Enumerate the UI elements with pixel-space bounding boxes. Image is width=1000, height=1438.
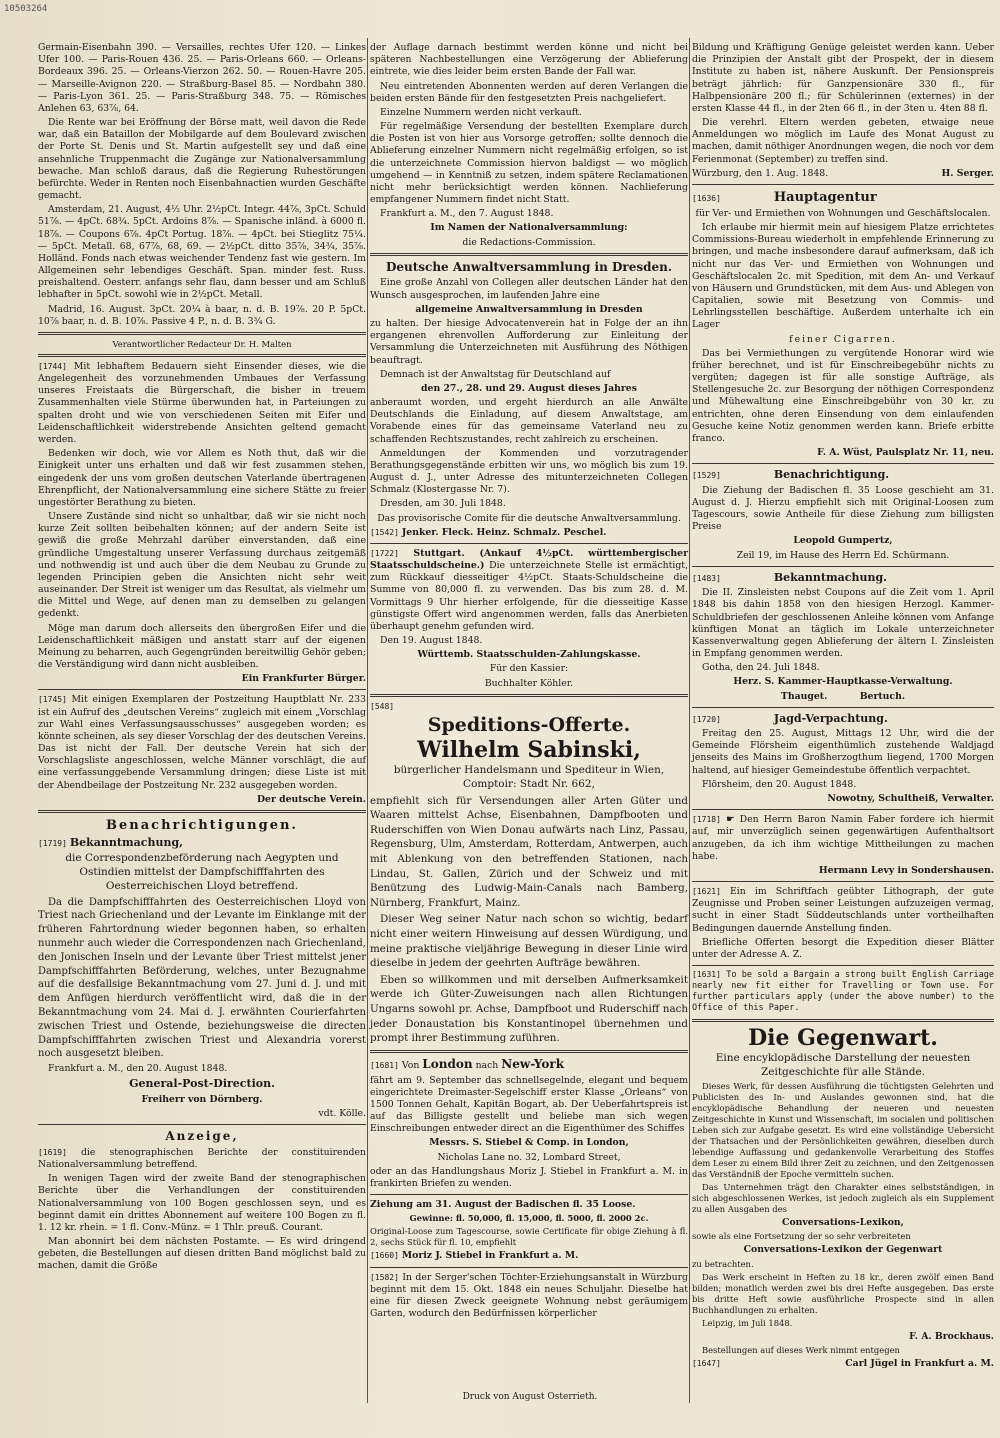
notice-ref: [1718] (692, 815, 721, 825)
notice-text: Demnach ist der Anwaltstag für Deutschland auf (380, 368, 611, 380)
notice-title: Benachrichtigung. (773, 468, 890, 482)
notice-ref: [1745] (38, 695, 67, 705)
notice-highlight: Conversations-Lexikon der Gegenwart (743, 1244, 943, 1256)
notice-ref: [1660] (370, 1251, 399, 1261)
notice-1483 (692, 571, 994, 703)
market-report-amsterdam: Amsterdam, 21. August, 4½ Uhr. 2½pCt. Integr. 44⅞, 3pCt. Schuld 51⅞. — 4pCt. 68¾. 5pCt. Ardoins 8⅞. — Spanische inländ. à 6000 fl. 18⅞. — Coupons 6⅞. 4pCt Portug. 18⅞. — 4pCt. bei Stieglitz 75¼. — 5pCt. Metall. 68, 67⅞, 68, 69. — 2½pCt. ditto 35⅞, 34¾, 35⅞. Holländ. Fonds nach etwas weichender Tendenz fast wie gestern. Im Allgemeinen sehr lebendiges Geschäft. Span. minder fest. Russ. preishaltend. Oesterr. anfangs sehr flau, dann besser und am Schluß lebhafter in 5pCt. sowohl wie in 2½pCt. Metall. (38, 204, 366, 301)
notice-text: Ich erlaube mir hiermit mein auf hiesigem Platze errichtetes Commissions-Bureau wiederholt in empfehlende Erinnerung zu bringen, und mache insbesondere darauf aufmerksam, daß ich nicht nur das Ver- und Ermiethen von Wohnungen und Geschäftslocalen 2c. mit Spedition, mit dem An- und Verkauf von Häusern und Grundstücken, mit dem Aus- und Ablegen von Capitalien, sowie mit Besetzung von Commis- und Lehrlingsstellen beschäftige. Außerdem unterhalte ich ein Lager (692, 222, 994, 331)
notice-text: Ein im Schriftfach geübter Lithograph, der gute Zeugnisse und Proben seiner Leistungen aufzuzeigen vermag, sucht in einer Stadt Süddeutschlands unter vortheilhaften Bedingungen dauernde Anstellung finden. (692, 886, 994, 934)
notice-signature: Nowotny, Schultheiß, Verwalter. (827, 793, 994, 804)
notice-text: Dieses Werk, für dessen Ausführung die tüchtigsten Gelehrten und Publicisten des In- und Auslandes gewonnen sind, hat die encyklopädische Behandlung der neueren und neuesten Zeitgeschichte in Kunst und Wissenschaft, im socialen und politischen Leben sich zur Aufgabe gesetzt. Es wird eine vollständige Uebersicht der Thatsachen und der Persönlichkeiten gewähren, dieselben durch lebendige Auffassung und gedankenvolle Verarbeitung des Stoffes dem Leser zu einem Bild ihrer Zeit zu zeichnen, und den Zeitgenossen das Verständniß der Epoche vermitteln suchen. (692, 1081, 994, 1180)
notice-subtitle: für Ver- und Ermiethen von Wohnungen und Geschäftslocalen. (695, 207, 991, 219)
notice-text: Freitag den 25. August, Mittags 12 Uhr, wird die der Gemeinde Flörsheim eigenthümlich zustehende Waldjagd jenseits des Mains im Großherzogthum liegend, 1700 Morgen haltend, auf hiesiger Gemeindestube öffentlich verpachtet. (692, 728, 994, 776)
notice-text: Den Herrn Baron Namin Faber fordere ich hiermit auf, mir unverzüglich seinen gegenwärtigen Aufenthaltsort anzugeben, da ich ihm wichtige Mittheilungen zu machen habe. (692, 814, 994, 862)
notice-ref: [1621] (692, 887, 721, 897)
notice-date: Würzburg, den 1. Aug. 1848. (692, 167, 829, 179)
notice-signature: Moriz J. Stiebel in Frankfurt a. M. (401, 1250, 579, 1262)
divider (370, 1194, 688, 1195)
market-report-madrid: Madrid, 16. August. 3pCt. 20¼ à baar, n. d. B. 19⅞. 20 P. 5pCt. 10⅞ baar, n. d. B. 10⅞. Passive 4 P., n. d. B. 3¾ G. (38, 303, 366, 327)
notice-text: Anmeldungen der Kommenden und vorzutragender Berathungsgegenstände erbitten wir uns, wo möglich bis zum 19. August d. J., unter Adresse des mitunterzeichneten Collegen Schmalz (Klostergasse Nr. 7). (370, 447, 688, 496)
firm-name: Messrs. S. Stiebel & Comp. in London, (429, 1137, 629, 1149)
notice-text: Eine große Anzahl von Collegen aller deutschen Länder hat den Wunsch ausgesprochen, im laufenden Jahre eine (370, 277, 688, 301)
notice-1719 (38, 836, 366, 1120)
notice-title: Deutsche Anwaltversammlung in Dresden. (385, 259, 673, 274)
notice-signature: Buchhalter Köhler. (484, 677, 574, 689)
notice-1631 (692, 970, 994, 1015)
notice-1636 (692, 189, 994, 459)
notice-signature: Der deutsche Verein. (256, 793, 366, 805)
editor-line: Verantwortlicher Redacteur Dr. H. Malten (112, 338, 292, 349)
notice-text: Die verehrl. Eltern werden gebeten, etwaige neue Anmeldungen wo möglich im Laufe des Monat August zu machen, damit nöthiger Anordnungen wegen, die noch vor dem Ferienmonat (September) zu treffen sind. (692, 117, 994, 165)
divider (38, 810, 366, 813)
notice-signature: F. A. Wüst, Paulsplatz Nr. 11, neu. (817, 447, 994, 459)
notice-ref: [1483] (692, 573, 721, 583)
notice-text: Bildung und Kräftigung Genüge geleistet werden kann. Ueber die Prinzipien der Anstalt gibt der Prospekt, der in diesem Institute zu haben ist, nähere Auskunft. Der Pensionspreis beträgt jährlich: für Ganzpensionäre 330 fl., für Halbpensionäre 200 fl.; für Schülerinnen (externes) in der ersten Klasse 44 fl., in der 2ten 66 fl., in der 3ten u. 4ten 88 fl. (692, 42, 994, 114)
notice-title: Stuttgart. (Ankauf 4½pCt. württembergischer Staatsschuldscheine.) (370, 547, 688, 572)
notice-text: Briefliche Offerten besorgt die Expedition dieser Blätter unter der Adresse A. Z. (692, 936, 994, 960)
archive-id: 10503264 (4, 4, 48, 14)
notice-1619 (38, 1129, 366, 1272)
section-heading: Benachrichtigungen. (106, 817, 298, 833)
route-from-label: Von (401, 1059, 420, 1071)
notice-title: Anzeige, (165, 1129, 239, 1144)
notice-vdt: vdt. Kölle. (318, 1107, 366, 1119)
notice-title: Die Gegenwart. (748, 1024, 938, 1051)
notice-org: Das provisorische Comite für die deutsche Anwaltversammlung. (377, 512, 681, 524)
printer-line: Druck von August Osterrieth. (462, 1392, 598, 1402)
divider (692, 463, 994, 464)
notice-title: Speditions-Offerte. (427, 713, 631, 736)
notice-signature: Freiherr von Dörnberg. (141, 1093, 263, 1105)
notice-text: In wenigen Tagen wird der zweite Band der stenographischen Berichte über die Verhandlungen der constituirenden Nationalversammlung von 100 Bogen geschlossen seyn, und es beginnt damit ein drittes Abonnement auf weitere 100 Bogen zu fl. 1. 12 kr. rhein. = 1 fl. Conv.-Münz. = 1 Thlr. preuß. Courant. (38, 1173, 366, 1233)
notice-text: Bedenken wir doch, wie vor Allem es Noth thut, daß wir die Einigkeit unter uns erhalten und daß wir fest zusammen stehen, eingedenk der uns vom großen deutschen Vaterlande übertragenen Ehrenpflicht, der Nationalversammlung eine sichere Stätte zu freier ungestörter Berathung zu bieten. (38, 448, 366, 508)
divider (692, 707, 994, 708)
divider (370, 253, 688, 256)
notice-text: Das Unternehmen trägt den Charakter eines selbstständigen, in sich abgeschlossenen Werkes, ist jedoch zugleich als ein Supplement zu allen Ausgaben des (692, 1182, 994, 1215)
notice-title: Bekanntmachung, (69, 835, 183, 849)
notice-text: Möge man darum doch allerseits den übergroßen Eifer und die Leidenschaftlichkeit mäßigen und anstatt starr auf der eigenen Meinung zu beharren, auch Gegengründen bereitwillig Gehör geben; die Verständigung wird dann nicht ausbleiben. (38, 622, 366, 671)
notice-ref: [1719] (38, 838, 67, 848)
notice-for: Für den Kassier: (489, 663, 569, 675)
route-newyork: New-York (501, 1056, 565, 1071)
notice-ref: [1636] (692, 193, 721, 203)
notice-text: Die unterzeichnete Stelle ist ermächtigt, zum Rückkauf diesseitiger 4½pCt. Staats-Schuldscheine die Summe von 80,000 fl. zu verwenden. Das bis zum 28. d. M. Vormittags 9 Uhr hierher erfolgende, für die diesseitige Kasse günstigste Offert wird angenommen werden, falls das Anerbieten überhaupt genehm gefunden wird. (370, 560, 688, 632)
notice-1582 (370, 1272, 688, 1321)
notice-text: Da die Dampfschifffahrten des Oesterreichischen Lloyd von Triest nach Griechenland und der Levante im Einklange mit der früheren Fahrtordnung wieder begonnen haben, so erhalten nunmehr auch wieder die Correspondenzen nach Griechenland, den Jonischen Inseln und der Levante über Triest mittelst jener Dampfschifffahrten Beförderung, welches, unter Bezugnahme auf die desfallsige Bekanntmachung vom 27. Juni d. J. und mit dem Anfügen hierdurch veröffentlicht wird, daß die in der Bekanntmachung vom 24. Mai d. J. erwähnten Courierfahrten zwischen Triest und Ostende, beziehungsweise die directen Dampfschifffahrten zwischen Triest und Alexandria vorerst noch ausgesetzt bleiben. (38, 896, 366, 1060)
notice-title: Jagd-Verpachtung. (773, 711, 888, 725)
notice-1619-continued (370, 42, 688, 249)
notice-1720 (692, 712, 994, 805)
notice-1722 (370, 548, 688, 690)
column-1 (38, 42, 366, 1276)
notice-subtitle: Eine encyklopädische Darstellung der neuesten Zeitgeschichte für alle Stände. (715, 1051, 971, 1078)
notice-1582-continued (692, 42, 994, 180)
divider (38, 354, 366, 357)
column-rule-1 (367, 38, 368, 1403)
notice-text: Das Werk erscheint in Heften zu 18 kr., deren zwölf einen Band bilden; monatlich werden zwei bis drei Hefte ausgegeben. Das erste bis dritte Heft sowie ausführliche Prospecte sind in allen Buchhandlungen zu erhalten. (692, 1271, 994, 1315)
notice-text: Eben so willkommen und mit derselben Aufmerksamkeit werde ich Güter-Zuweisungen nach allen Richtungen Ungarns sowohl pr. Achse, Dampfboot und Ruderschiff nach jeder Donaustation bis Konstantinopel übernehmen und prompt ihrer Bestimmung zuführen. (370, 973, 688, 1045)
notice-ref: [1720] (692, 714, 721, 724)
lottery-heading: Ziehung am 31. August der Badischen fl. 35 Loose. (370, 1199, 636, 1211)
notice-1542 (370, 260, 688, 539)
column-3 (692, 42, 994, 1373)
divider (370, 543, 688, 544)
notice-1745 (38, 694, 366, 806)
notice-date: Frankfurt a. M., den 7. August 1848. (380, 208, 554, 220)
notice-text: To be sold a Bargain a strong built English Carriage nearly new fit either for Travelling or Town use. For further particulars apply (under the above number) to the Office of this Paper. (692, 970, 994, 1014)
notice-1529 (692, 468, 994, 561)
notice-highlight: den 27., 28. und 29. August dieses Jahres (421, 382, 637, 394)
notice-548 (370, 701, 688, 1046)
notice-signature: Im Namen der Nationalversammlung: (430, 222, 628, 234)
notice-signature: H. Serger. (941, 167, 994, 179)
divider (692, 184, 994, 185)
notice-highlight: Conversations-Lexikon, (782, 1217, 904, 1229)
notice-signature: F. A. Brockhaus. (909, 1330, 994, 1342)
divider (692, 965, 994, 966)
route-london: London (422, 1056, 473, 1071)
notice-text: Bestellungen auf dieses Werk nimmt entgegen (702, 1344, 900, 1355)
route-to-label: nach (475, 1059, 499, 1071)
notice-date: Leipzig, im Juli 1848. (702, 1317, 793, 1328)
notice-ref: [1542] (370, 527, 399, 537)
notice-text: Die II. Zinsleisten nebst Coupons auf die Zeit vom 1. April 1848 bis dahin 1858 von den hiesigen Herzogl. Kammer-Schuldbriefen der geschlossenen Anleihe können vom Anfange künftigen Monat an täglich im Lokale unterzeichneter Kassenverwaltung gegen Ablieferung der ältern I. Zinsleisten in Empfang genommen werden. (692, 587, 994, 660)
notice-text: der Auflage darnach bestimmt werden könne und nicht bei späteren Nachbestellungen eine Verzögerung der Ablieferung eintrete, wie dies leider beim ersten Bande der Fall war. (370, 42, 688, 78)
notice-text: anberaumt worden, und ergeht hierdurch an alle Anwälte Deutschlands die Einladung, auf diesem Anwaltstage, am Vorabende eines für das gemeinsame Vaterland neu zu schaffenden Rechtszustandes, recht zahlreich zu erscheinen. (370, 397, 688, 445)
column-2 (370, 42, 688, 1323)
divider (692, 1019, 994, 1022)
notice-date: Den 19. August 1848. (380, 635, 483, 647)
notice-text: Neu eintretenden Abonnenten werden auf deren Verlangen die beiden ersten Bände für den festgesetzten Preis nachgeliefert. (370, 80, 688, 104)
notice-text: Dieser Weg seiner Natur nach schon so wichtig, bedarf nicht einer weitern Hinweisung auf dessen Würdigung, und meine praktische vieljährige Bewegung in dieser Linie wird dieselbe in jedem der geehrten Aufträge bewähren. (370, 913, 688, 970)
notice-text: oder an das Handlungshaus Moriz J. Stiebel in Frankfurt a. M. in frankirten Briefen zu wenden. (370, 1165, 688, 1189)
notice-date: Flörsheim, den 20. August 1848. (702, 778, 857, 790)
firm-name: Wilhelm Sabinski, (417, 736, 641, 763)
notice-ref: [1681] (370, 1060, 399, 1070)
notice-1681 (370, 1057, 688, 1190)
notice-1744 (38, 361, 366, 685)
notice-subtitle: bürgerlicher Handelsmann und Spediteur in Wien, Comptoir: Stadt Nr. 662, (393, 764, 665, 790)
notice-text: Mit lebhaftem Bedauern sieht Einsender dieses, wie die Angelegenheit des vorzunehmenden Umbaues der Verfassung unseres Freistaats die Bürgerschaft, die bisher in treuem Zusammenhalten viele Stürme überwunden hat, in Parteiungen zu spalten droht und wie von verschiedenen Seiten mit Eifer und Leidenschaftlichkeit widerstrebende Ansichten geltend gemacht werden. (38, 360, 366, 445)
divider (38, 689, 366, 690)
divider (692, 809, 994, 810)
notice-title: Hauptagentur (773, 189, 877, 205)
notice-1660 (370, 1199, 688, 1262)
notice-ref: [1647] (692, 1358, 721, 1368)
notice-ref: [1619] (38, 1147, 67, 1157)
notice-text: empfiehlt sich für Versendungen aller Arten Güter und Waaren mittelst Achse, Eisenbahnen, Dampfbooten und Ruderschiffen von Wien Donau aufwärts nach Linz, Passau, Regensburg, Ulm, Amsterdam, Rotterdam, Antwerpen, auch mit Ablenkung von den betreffenden Stationen, nach Lindau, St. Gallen, Zürich und der Schweiz und mit Benützung des Ludwig-Main-Canals nach Bamberg, Nürnberg, Frankfurt, Mainz. (370, 794, 688, 909)
lottery-prizes: Gewinne: fl. 50,000, fl. 15,000, fl. 5000, fl. 2000 2c. (409, 1213, 649, 1224)
notice-highlight: allgemeine Anwaltversammlung in Dresden (415, 303, 643, 315)
notice-text: Einzelne Nummern werden nicht verkauft. (380, 106, 582, 118)
notice-date: Dresden, am 30. Juli 1848. (380, 498, 506, 510)
notice-signature: Hermann Levy in Sondershausen. (818, 864, 994, 876)
notice-ref: [1582] (370, 1272, 399, 1282)
notice-signature: Carl Jügel in Frankfurt a. M. (845, 1357, 994, 1369)
divider (692, 566, 994, 567)
notice-subtitle: die Correspondenzbeförderung nach Aegypten und Ostindien mittelst der Dampfschifffahrten des Oesterreichischen Lloyd betreffend. (65, 852, 339, 892)
notice-ref: [1529] (692, 471, 721, 481)
notice-date: Frankfurt a. M., den 20. August 1848. (48, 1063, 228, 1075)
notice-subtitle: die stenographischen Berichte der constituirenden Nationalversammlung betreffend. (38, 1146, 366, 1171)
notice-text: In der Serger'schen Töchter-Erziehungsanstalt in Würzburg beginnt mit dem 15. Okt. 1848 ein neues Schuljahr. Dieselbe hat eine für diesen Zweck geeignete Wohnung nebst geräumigem Garten, wodurch den Bedürfnissen körperlicher (370, 1271, 688, 1320)
notice-text: Mit einigen Exemplaren der Postzeitung Hauptblatt Nr. 233 ist ein Aufruf des „deutschen Vereins“ zugleich mit einem „Vorschlag zur Wahl eines Verfassungsausschusses“ ausgegeben worden; es könnte scheinen, als sey dieser Vorschlag der des deutschen Vereins. Das ist nicht der Fall. Der deutsche Verein hat sich der Vorschlagsliste angeschlossen, welche Männer vorschlägt, die auf eine verfassunggebende Versammlung dringen; diese Liste ist mit der Abendbeilage der Postzeitung Nr. 232 ausgegeben worden. (38, 694, 366, 791)
notice-org: Herz. S. Kammer-Hauptkasse-Verwaltung. (733, 676, 953, 688)
notice-org: Württemb. Staatsschulden-Zahlungskasse. (417, 649, 641, 661)
notice-text: Man abonnirt bei dem nächsten Postamte. — Es wird dringend gebeten, die Bestellungen auf diesen dritten Band möglichst bald zu machen, damit die Größe (38, 1236, 366, 1272)
market-report: Germain-Eisenbahn 390. — Versailles, rechtes Ufer 120. — Linkes Ufer 100. — Paris-Rouen 436. 25. — Paris-Orleans 660. — Orleans-Bordeaux 396. 25. — Orleans-Vierzon 262. 50. — Rouen-Havre 205. — Marseille-Avignon 220. — Straßburg-Basel 85. — Nordbahn 380. — Paris-Lyon 361. 25. — Paris-Straßburg 348. 75. — Römisches Anlehen 63, 63⅞, 64. (38, 42, 366, 114)
notice-date: Gotha, den 24. Juli 1848. (702, 662, 820, 674)
column-rule-2 (689, 38, 690, 1403)
notice-1621 (692, 886, 994, 961)
notice-text: zu betrachten. (692, 1258, 754, 1269)
notice-ref: [1631] (692, 970, 721, 980)
notice-text: fährt am 9. September das schnellsegelnde, elegant und bequem eingerichtete Dreimaster-Segelschiff erster Klasse „Orleans“ von 1500 Tonnen Gehalt, Kapitän Bogart, ab. Der Ueberfahrtspreis ist auf das Billigste gestellt und beliebe man sich wegen Einschreibungen entweder direct an die Eigenthümer des Schiffes (370, 1074, 688, 1135)
notice-1647 (692, 1026, 994, 1370)
notice-text: sowie als eine Fortsetzung der so sehr verbreiteten (692, 1231, 911, 1242)
notice-text: Unsere Zustände sind nicht so unhaltbar, daß wir sie nicht noch kurze Zeit sollten beibehalten können; auf der andern Seite ist gewiß die große Mehrzahl darüber einverstanden, daß eine gründliche Umgestaltung unserer Verfassung durchaus zeitgemäß und nothwendig ist und auch über die dem Neubau zu Grunde zu legenden Principien geben die Ansichten nicht sehr weit auseinander. Der Streit ist weniger um das Resultat, als vielmehr um die Mittel und Wege, auf denen man zu demselben zu gelangen gedenkt. (38, 511, 366, 620)
market-report-paris: Die Rente war bei Eröffnung der Börse matt, weil davon die Rede war, daß ein Bataillon der Mobilgarde auf dem Boulevard zwischen der Porte St. Denis und St. Martin aufgestellt sey und daß eine ansehnliche Truppenmacht die Zugänge zur Nationalversammlung bewache. Man schloß daraus, daß die Regierung Ruhestörungen befürchte. Weder in Renten noch Eisenbahnactien wurden Geschäfte gemacht. (38, 117, 366, 202)
notice-signature: Jenker. Fleck. Heinz. Schmalz. Peschel. (401, 526, 607, 538)
pointing-hand-icon: ☛ (726, 814, 735, 826)
divider (38, 332, 366, 335)
notice-address: Zeil 19, im Hause des Herrn Ed. Schürmann. (736, 549, 950, 561)
firm-address: Nicholas Lane no. 32, Lombard Street, (437, 1151, 621, 1163)
notice-signature: die Redactions-Commission. (462, 236, 596, 248)
divider (38, 1124, 366, 1125)
divider (692, 881, 994, 882)
notice-text: Für regelmäßige Versendung der bestellten Exemplare durch die Posten ist von hier aus Vorsorge getroffen; sollte dennoch die Ablieferung einzelner Nummern nicht regelmäßig erfolgen, so ist die unterzeichnete Commission hiervon baldigst — wo möglich umgehend — in Kenntniß zu setzen, indem spätere Reclamationen nicht mehr berücksichtigt werden können. Nachlieferung empfangener Nummern findet nicht Statt. (370, 121, 688, 206)
divider (370, 1267, 688, 1268)
notice-text: zu halten. Der hiesige Advocatenverein hat in Folge der an ihn ergangenen ehrenvollen Aufforderung zur Einleitung der Versammlung die Unterzeichneten mit Ausführung des Nöthigen beauftragt. (370, 317, 688, 366)
notice-text: Original-Loose zum Tagescourse, sowie Certificate für obige Ziehung à fl. 2, sechs Stück für fl. 10, empfiehlt (370, 1226, 688, 1248)
divider (370, 1050, 688, 1053)
notice-text: Die Ziehung der Badischen fl. 35 Loose geschieht am 31. August d. J. Hierzu empfiehlt sich mit Original-Loosen zum Tagescours, sowie Antheile für diese Ziehung zum billigsten Preise (692, 484, 994, 533)
notice-ref: [1722] (370, 548, 399, 558)
notice-ref: [548] (370, 701, 395, 711)
notice-text: Das bei Vermiethungen zu vergütende Honorar wird wie früher berechnet, und ist für Einschreibegebühr nichts zu vergüten; dagegen ist für alle sonstige Aufträge, als Stellengesuche 2c. zur Besorgung der nöthigen Correspondenz und Mühewaltung eine Einschreibgebühr von 30 kr. zu entrichten, ohne deren Einsendung von dem einlaufenden Gesuche keine Notiz genommen werden kann. Briefe erbitte franco. (692, 347, 994, 444)
notice-title: Bekanntmachung. (773, 570, 887, 584)
notice-signature: Ein Frankfurter Bürger. (241, 673, 366, 685)
notice-1718 (692, 814, 994, 877)
notice-signature: Leopold Gumpertz, (793, 535, 893, 547)
notice-highlight: feiner Cigarren. (789, 333, 897, 345)
notice-signature: Thauget. Bertuch. (780, 690, 906, 702)
notice-org: General-Post-Direction. (129, 1077, 275, 1091)
divider (370, 694, 688, 697)
notice-ref: [1744] (38, 361, 67, 371)
